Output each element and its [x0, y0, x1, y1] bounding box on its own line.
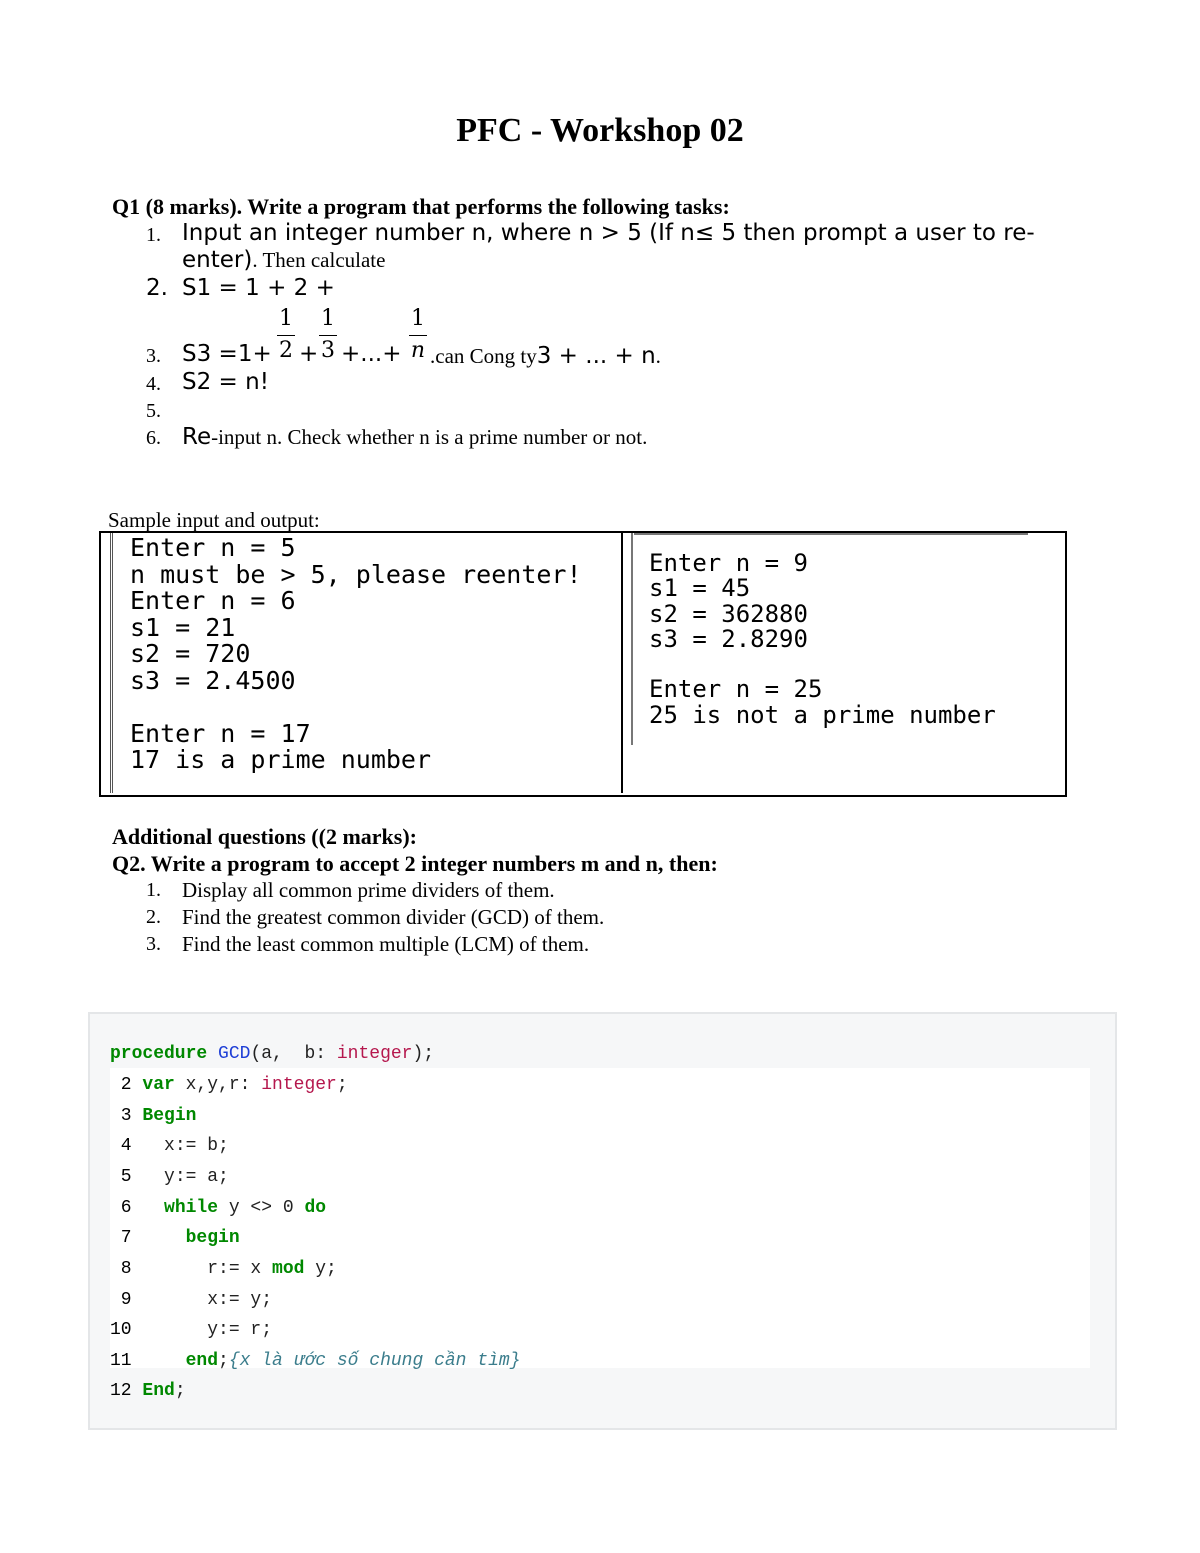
q1-item1-cont	[182, 247, 385, 273]
left-line: s3 = 2.4500	[130, 665, 296, 695]
line-number: 10	[110, 1320, 132, 1340]
code-comment: {x là ước số chung cần tìm}	[228, 1351, 521, 1371]
left-line: s1 = 21	[130, 612, 236, 642]
q1-heading: Q1 (8 marks). Write a program that performs the following tasks:	[112, 194, 730, 219]
code-keyword: mod	[272, 1259, 305, 1279]
right-panel-rule	[631, 533, 633, 745]
right-line: Enter n = 9	[649, 549, 808, 577]
code-line-2	[110, 1075, 348, 1095]
code-text: (a, b:	[250, 1044, 337, 1064]
frac2-numerator: 1	[321, 306, 335, 331]
code-type: integer	[336, 1044, 413, 1064]
q2-item2-text: Find the greatest common divider (GCD) of them.	[182, 905, 605, 929]
q2-item3-text: Find the least common multiple (LCM) of them.	[182, 932, 590, 956]
code-line-12	[110, 1381, 186, 1401]
q1-item5-num: 5.	[146, 400, 161, 422]
code-text: ;	[336, 1075, 348, 1095]
line-number: 5	[110, 1167, 132, 1187]
q1-item3-tail	[430, 343, 661, 369]
left-line	[130, 694, 582, 721]
code-line-11	[110, 1351, 521, 1371]
line-number: 4	[110, 1136, 132, 1156]
code-text: ;	[218, 1351, 229, 1371]
code-text: x:= y;	[131, 1290, 273, 1310]
frac3-numerator: 1	[411, 306, 425, 331]
additional-heading: Additional questions ((2 marks):	[112, 824, 417, 849]
frac1-denominator: 2	[279, 338, 293, 363]
q1-item1-cont-sans: enter)	[182, 247, 253, 273]
q1-item2-text: S1 = 1 + 2 +	[182, 275, 335, 301]
q1-item2-num: 2.	[146, 275, 168, 301]
q1-item6-num: 6.	[146, 427, 161, 449]
code-type: integer	[261, 1075, 337, 1095]
code-line-6	[110, 1198, 326, 1218]
q1-item3-tail-sans: 3 + ... + n	[536, 343, 656, 369]
q1-item6-sans: Re	[182, 424, 212, 450]
q2-heading: Q2. Write a program to accept 2 integer numbers m and n, then:	[112, 851, 718, 876]
code-text: x:= b;	[131, 1136, 229, 1156]
frac1-numerator: 1	[279, 306, 293, 331]
code-text: y:= r;	[131, 1320, 273, 1340]
q1-item4-num: 4.	[146, 373, 161, 395]
code-keyword: procedure	[110, 1044, 208, 1064]
code-keyword: while	[164, 1198, 219, 1218]
code-line-4	[110, 1136, 229, 1156]
left-line: Enter n = 17	[130, 718, 311, 748]
code-text: y <> 0	[218, 1198, 305, 1218]
sample-left-output	[130, 535, 582, 774]
code-line-3	[110, 1106, 196, 1126]
line-number: 12	[110, 1381, 132, 1401]
code-text: x,y,r:	[174, 1075, 262, 1095]
frac3-denominator: n	[410, 338, 426, 363]
line-number: 11	[110, 1351, 132, 1371]
q1-item3-plus2: +...+	[341, 341, 402, 367]
right-line: s2 = 362880	[649, 599, 808, 628]
q2-item2-num: 2.	[146, 906, 161, 928]
line-number: 9	[110, 1290, 132, 1310]
code-keyword: End	[142, 1381, 175, 1401]
line-number: 3	[110, 1106, 132, 1126]
code-line-5	[110, 1167, 229, 1187]
q1-item6-serif: -input n. Check whether n is a prime number or not.	[211, 425, 648, 449]
q1-item1-text: Input an integer number n, where n > 5 (If n≤ 5 then prompt a user to re-	[182, 220, 1035, 246]
line-number: 2	[110, 1075, 132, 1095]
frac3-bar	[409, 335, 427, 336]
right-line: 25 is not a prime number	[649, 700, 996, 729]
right-line: Enter n = 25	[649, 675, 823, 704]
q1-item3-plus1: +	[299, 341, 319, 367]
q1-item4-text: S2 = n!	[182, 369, 269, 395]
right-line: s1 = 45	[649, 574, 751, 603]
q2-item3-num: 3.	[146, 933, 161, 955]
q1-item3-tail-serif: .can Cong ty	[430, 344, 537, 368]
code-keyword: Begin	[142, 1106, 197, 1126]
q2-item1-num: 1.	[146, 879, 161, 901]
left-line: 17 is a prime number	[130, 745, 432, 774]
frac1-bar	[277, 335, 295, 336]
q1-item3-num: 3.	[146, 345, 161, 367]
code-line-8	[110, 1259, 337, 1279]
line-number: 7	[110, 1228, 132, 1248]
sample-right-output	[649, 551, 996, 728]
code-line-1	[110, 1044, 434, 1064]
left-line: n must be > 5, please reenter!	[130, 559, 582, 589]
q1-item1-cont-serif: . Then calculate	[252, 248, 386, 272]
line-number: 6	[110, 1198, 132, 1218]
left-line: Enter n = 5	[130, 533, 296, 562]
panel-divider	[621, 533, 623, 793]
code-text: );	[412, 1044, 435, 1064]
code-indent	[132, 1351, 186, 1371]
frac2-bar	[319, 335, 337, 336]
left-line: s2 = 720	[130, 639, 251, 668]
page-title: PFC - Workshop 02	[456, 112, 744, 149]
code-keyword: end	[185, 1351, 219, 1371]
right-line	[649, 652, 996, 677]
right-panel-top-rule	[634, 533, 1028, 535]
left-panel-rule	[110, 533, 113, 793]
line-number: 8	[110, 1259, 132, 1279]
code-text: y;	[304, 1259, 337, 1279]
code-keyword: var	[142, 1075, 175, 1095]
q1-item1-num: 1.	[146, 224, 161, 246]
q1-item3-lead: S3 =1+	[182, 341, 272, 367]
right-line: s3 = 2.8290	[649, 624, 808, 653]
code-keyword: begin	[185, 1228, 240, 1248]
q1-item6-text	[182, 424, 647, 450]
code-line-7	[110, 1228, 240, 1248]
code-indent	[132, 1198, 164, 1218]
code-line-10	[110, 1320, 272, 1340]
frac2-denominator: 3	[321, 338, 335, 363]
sample-label: Sample input and output:	[108, 508, 320, 532]
code-function: GCD	[218, 1044, 251, 1064]
code-text: r:= x	[131, 1259, 273, 1279]
left-line: Enter n = 6	[130, 586, 296, 615]
q1-item3-tail-end: .	[655, 344, 661, 368]
code-text: ;	[174, 1381, 186, 1401]
code-text: y:= a;	[131, 1167, 229, 1187]
code-line-9	[110, 1290, 272, 1310]
code-indent	[132, 1228, 186, 1248]
code-keyword: do	[304, 1198, 327, 1218]
q2-item1-text: Display all common prime dividers of them.	[182, 878, 555, 902]
